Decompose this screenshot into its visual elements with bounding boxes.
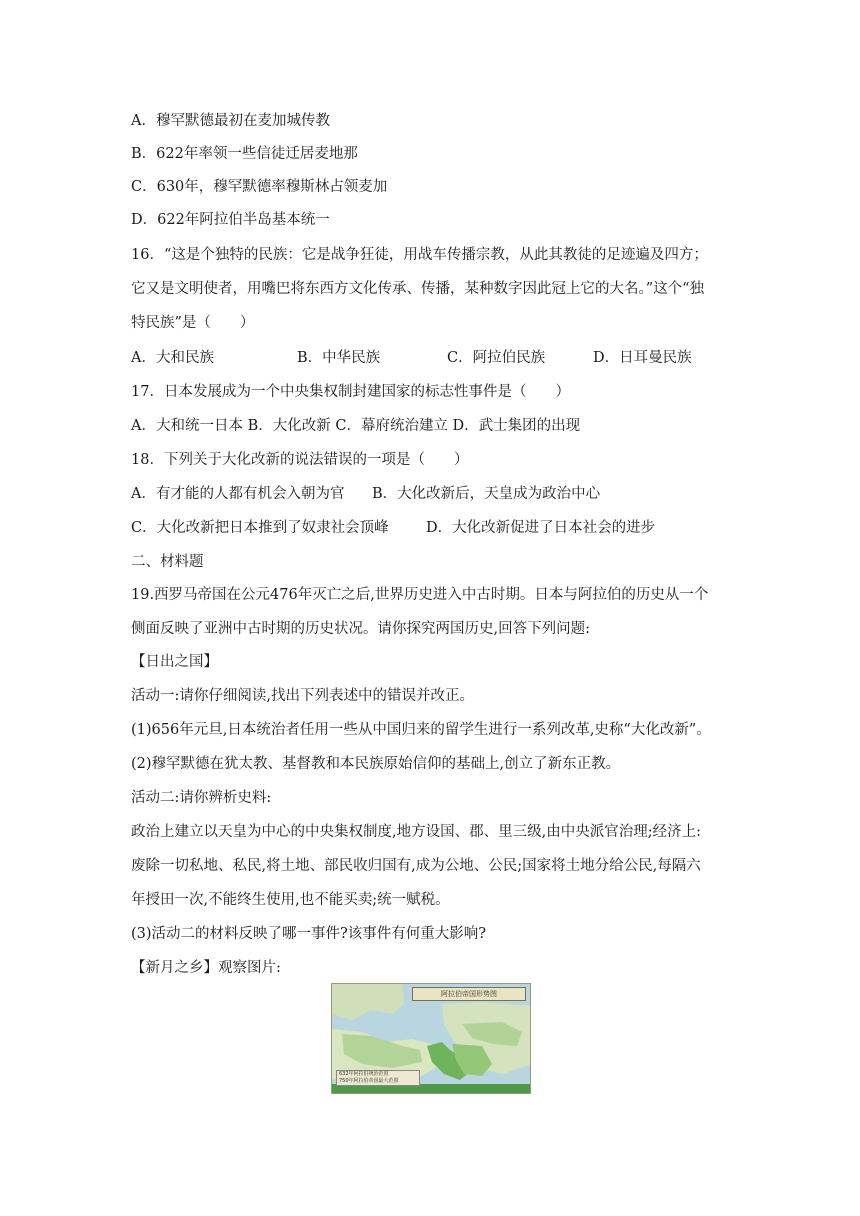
q16-option-d: D．日耳曼民族 <box>593 350 692 366</box>
q16-option-b: B．中华民族 <box>297 350 381 366</box>
q19-heading-crescent: 【新月之乡】观察图片: <box>131 960 281 976</box>
map-legend-item-2: 750年阿拉伯帝国最大范围 <box>339 1078 399 1084</box>
map-title: 阿拉伯帝国形势图 <box>412 987 526 1001</box>
q19-material-line1: 政治上建立以天皇为中心的中央集权制度,地方设国、郡、里三级,由中央派官治理;经济上: <box>131 824 701 840</box>
map-legend-item-1: 632年阿拉伯统治范围 <box>339 1071 389 1077</box>
q19-intro-line1: 19.西罗马帝国在公元476年灭亡之后,世界历史进入中古时期。日本与阿拉伯的历史从一个 <box>131 587 709 603</box>
q15-option-a: A．穆罕默德最初在麦加城传教 <box>131 113 330 129</box>
q19-intro-line2: 侧面反映了亚洲中古时期的历史状况。请你探究两国历史,回答下列问题: <box>131 621 590 637</box>
q19-activity2: 活动二:请你辨析史料: <box>131 790 272 806</box>
q16-option-c: C．阿拉伯民族 <box>447 350 546 366</box>
arabian-empire-map <box>331 983 531 1094</box>
q19-item3: (3)活动二的材料反映了哪一事件?该事件有何重大影响? <box>131 926 487 942</box>
q15-option-c: C．630年，穆罕默德率穆斯林占领麦加 <box>131 179 388 195</box>
q18-option-d: D．大化改新促进了日本社会的进步 <box>426 520 656 536</box>
q16-stem-line3: 特民族”是（ ） <box>131 315 255 331</box>
q19-item2: (2)穆罕默德在犹太教、基督教和本民族原始信仰的基础上,创立了新东正教。 <box>131 756 621 772</box>
q16-option-a: A．大和民族 <box>131 350 214 366</box>
q19-activity1: 活动一:请你仔细阅读,找出下列表述中的错误并改正。 <box>131 688 474 704</box>
q15-option-d: D．622年阿拉伯半岛基本统一 <box>131 212 330 228</box>
map-legend <box>336 1070 420 1086</box>
q18-option-b: B．大化改新后，天皇成为政治中心 <box>372 486 601 502</box>
section-heading: 二、材料题 <box>131 554 204 570</box>
q18-stem: 18．下列关于大化改新的说法错误的一项是（ ） <box>131 452 469 468</box>
q17-stem: 17．日本发展成为一个中央集权制封建国家的标志性事件是（ ） <box>131 384 570 400</box>
q18-option-a: A．有才能的人都有机会入朝为官 <box>131 486 345 502</box>
q18-option-c: C．大化改新把日本推到了奴隶社会顶峰 <box>131 520 389 536</box>
q19-item1: (1)656年元旦,日本统治者任用一些从中国归来的留学生进行一系列改革,史称“大化改新”。 <box>131 722 711 738</box>
q17-options: A．大和统一日本 B．大化改新 C．幕府统治建立 D．武士集团的出现 <box>131 418 581 434</box>
q19-material-line3: 年授田一次,不能终生使用,也不能买卖;统一赋税。 <box>131 892 450 908</box>
q19-heading-sunrise: 【日出之国】 <box>131 654 218 670</box>
q16-stem-line2: 它又是文明使者，用嘴巴将东西方文化传承、传播，某种数字因此冠上它的大名。”这个“独 <box>131 281 705 297</box>
q19-material-line2: 废除一切私地、私民,将土地、部民收归国有,成为公地、公民;国家将土地分给公民,每隔六 <box>131 858 701 874</box>
q16-stem-line1: 16．“这是个独特的民族：它是战争狂徒，用战车传播宗教，从此其教徒的足迹遍及四方； <box>131 247 708 263</box>
q15-option-b: B．622年率领一些信徒迁居麦地那 <box>131 146 358 162</box>
